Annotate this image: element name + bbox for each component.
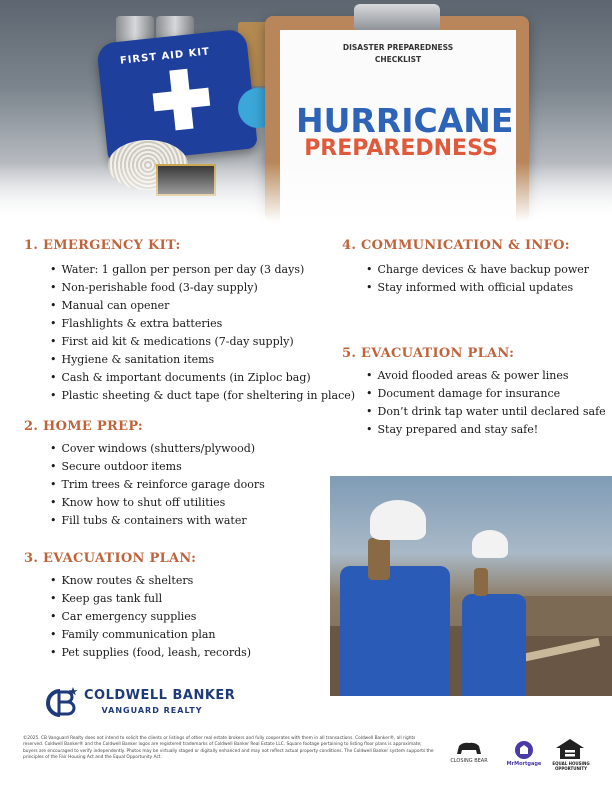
section-heading-evacuation-plan-2: 5. EVACUATION PLAN: — [342, 346, 515, 361]
equal-housing-icon — [555, 738, 585, 760]
list-item: • Plastic sheeting & duct tape (for sheltering in place) — [50, 387, 355, 405]
section-heading-emergency-kit: 1. EMERGENCY KIT: — [24, 238, 181, 253]
evacuation-plan-2-list — [366, 367, 606, 439]
list-item: • Trim trees & reinforce garage doors — [50, 476, 265, 494]
list-item: • Know how to shut off utilities — [50, 494, 265, 512]
headline-preparedness: PREPAREDNESS — [304, 136, 498, 161]
section-heading-home-prep: 2. HOME PREP: — [24, 419, 144, 434]
list-item: • Charge devices & have backup power — [366, 261, 589, 279]
legal-disclaimer: ©2025. CB Vanguard Realty does not intend to solicit the clients or listings of other real estate brokers and fully cooperates with them in all transactions. Coldwell Banker®, all rights reserved. Coldwell Banker® and the Coldwell Banker logos are registered trademarks of Coldwell Banker Real Estate LLC. Square footage pertaining to listing floor plans is approximate; buyers are encouraged to verify independently. Photos may be virtually staged or digitally enhanced and may not reflect actual property conditions. The Coldwell Banker system supports the principles of the Fair Housing Act and the Equal Opportunity Act. — [23, 736, 434, 761]
mortgage-logo-icon — [514, 740, 534, 760]
brand-subtitle: VANGUARD REALTY — [101, 706, 203, 715]
list-item: • Pet supplies (food, leash, records) — [50, 644, 251, 662]
partner-mrmortgage: MrMortgage — [506, 761, 542, 767]
hard-hat — [472, 530, 508, 558]
partner-equal-housing: EQUAL HOUSING OPPORTUNITY — [552, 761, 590, 771]
list-item: • Cover windows (shutters/plywood) — [50, 440, 265, 458]
headline-hurricane: HURRICANE — [296, 101, 514, 140]
list-item: • Document damage for insurance — [366, 385, 606, 403]
list-item: • Secure outdoor items — [50, 458, 265, 476]
section-heading-evacuation-plan: 3. EVACUATION PLAN: — [24, 551, 197, 566]
list-item: • First aid kit & medications (7-day supply) — [50, 333, 355, 351]
first-aid-kit — [96, 28, 258, 163]
list-item: • Cash & important documents (in Ziploc bag) — [50, 369, 355, 387]
list-item: • Stay prepared and stay safe! — [366, 421, 606, 439]
emergency-kit-list — [50, 261, 355, 405]
brand-name: COLDWELL BANKER — [84, 688, 236, 703]
hero-image — [0, 0, 612, 222]
communication-list — [366, 261, 589, 297]
checklist-title: DISASTER PREPAREDNESS CHECKLIST — [342, 43, 454, 64]
list-item: • Flashlights & extra batteries — [50, 315, 355, 333]
bear-logo-icon — [455, 740, 483, 756]
list-item: • Car emergency supplies — [50, 608, 251, 626]
list-item: • Non-perishable food (3-day supply) — [50, 279, 355, 297]
list-item: • Fill tubs & containers with water — [50, 512, 265, 530]
disaster-photo — [330, 476, 612, 696]
coldwell-banker-logo-icon — [45, 686, 79, 718]
evacuation-plan-list — [50, 572, 251, 662]
home-prep-list — [50, 440, 265, 530]
first-aid-kit-label: FIRST AID KIT — [119, 46, 211, 67]
list-item: • Stay informed with official updates — [366, 279, 589, 297]
list-item: • Family communication plan — [50, 626, 251, 644]
list-item: • Don’t drink tap water until declared safe — [366, 403, 606, 421]
list-item: • Hygiene & sanitation items — [50, 351, 355, 369]
section-heading-communication: 4. COMMUNICATION & INFO: — [342, 238, 570, 253]
worker-figure — [340, 566, 450, 696]
clipboard-clip — [354, 4, 440, 30]
list-item: • Keep gas tank full — [50, 590, 251, 608]
list-item: • Know routes & shelters — [50, 572, 251, 590]
partner-closing-bear: CLOSING BEAR — [450, 758, 488, 764]
list-item: • Manual can opener — [50, 297, 355, 315]
list-item: • Avoid flooded areas & power lines — [366, 367, 606, 385]
list-item: • Water: 1 gallon per person per day (3 days) — [50, 261, 355, 279]
hard-hat — [370, 500, 426, 540]
worker-figure — [462, 594, 526, 696]
